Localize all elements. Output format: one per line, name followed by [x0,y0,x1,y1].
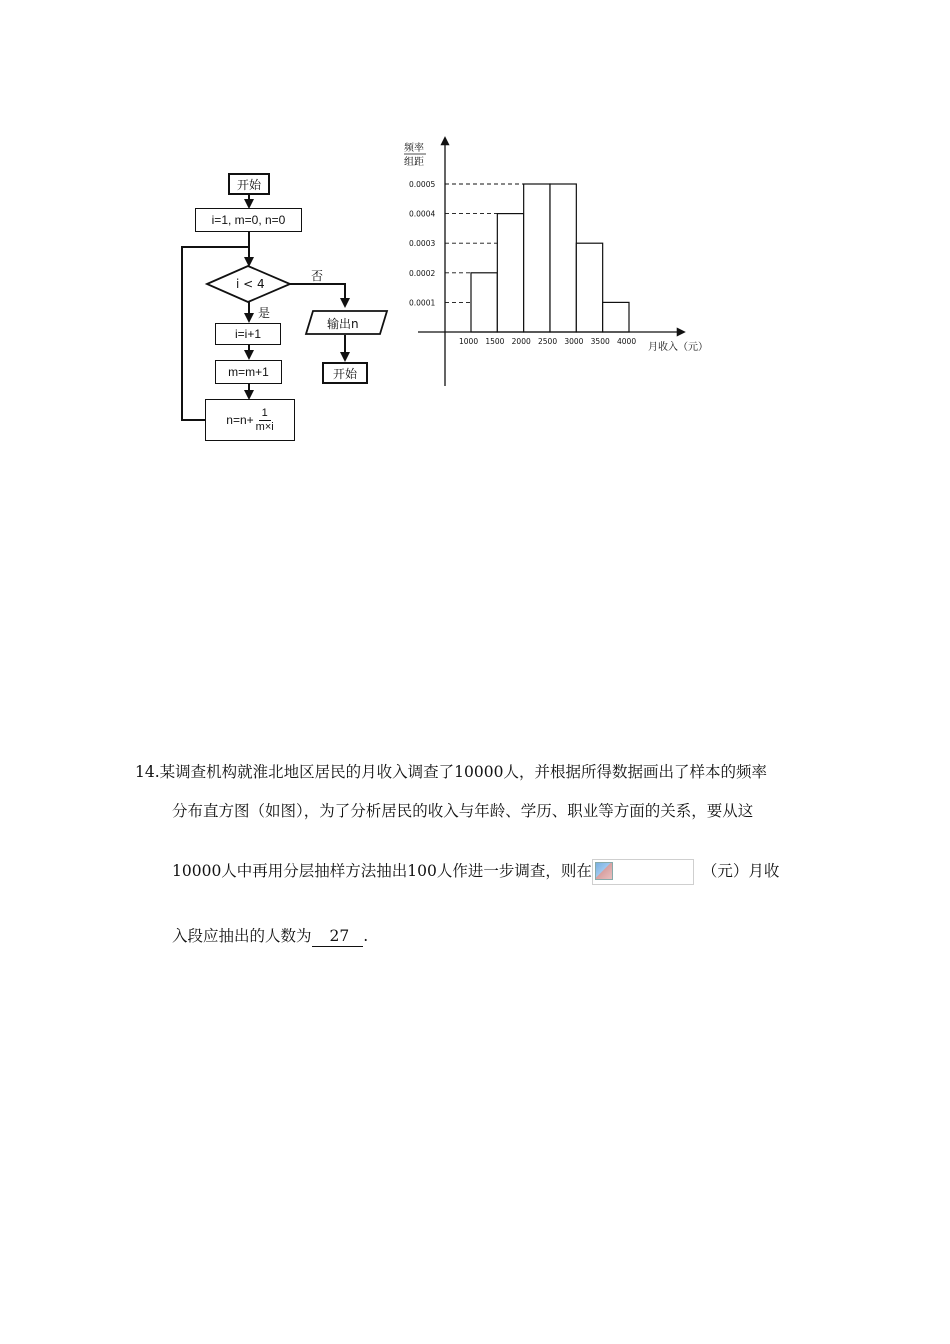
condition-label: i < 4 [236,277,265,291]
x-tick-5: 3000 [564,337,584,346]
answer-blank: 27 [312,926,364,947]
y-tick-5: 0.0005 [409,180,436,189]
question-line-4-before: 入段应抽出的人数为 [172,927,312,945]
no-label: 否 [311,269,324,283]
output-label: 输出n [327,317,359,331]
histogram-bar-6 [603,302,629,332]
x-tick-4: 2500 [538,337,558,346]
x-tick-7: 4000 [617,337,637,346]
x-axis-label: 月收入（元） [648,342,708,353]
histogram-bar-2 [497,214,523,332]
question-line-3 [172,859,779,885]
x-tick-6: 3500 [590,337,610,346]
step-i-label: i=i+1 [234,327,262,341]
x-tick-labels [459,337,636,346]
step-m-label: m=m+1 [228,365,269,379]
question-line-1-text: 某调查机构就淮北地区居民的月收入调查了10000人，并根据所得数据画出了样本的频率 [159,763,767,781]
x-tick-2: 1500 [485,337,505,346]
histogram-bar-4 [550,184,576,332]
end-label: 开始 [332,366,357,381]
init-label: i=1, m=0, n=0 [211,213,286,227]
question-line-1 [135,762,767,782]
step-n-prefix: n=n+ [226,413,254,427]
y-tick-labels [409,180,435,307]
bars [471,184,629,332]
y-tick-4: 0.0004 [409,209,436,219]
y-tick-1: 0.0001 [409,298,436,308]
question-line-4-after: . [363,927,369,945]
x-tick-3: 2000 [511,337,531,346]
fraction-numerator: 1 [259,407,271,421]
fraction-denominator: m×i [255,420,274,433]
start-label: 开始 [236,177,261,192]
question-line-3-before: 10000人中再用分层抽样方法抽出100人作进一步调查，则在 [172,862,592,880]
x-tick-1: 1000 [459,337,479,346]
y-tick-3: 0.0003 [409,239,436,249]
histogram-bar-1 [471,273,497,332]
question-line-3-after: （元）月收 [701,862,780,880]
y-tick-2: 0.0002 [409,268,436,278]
y-label-bottom: 组距 [404,157,424,168]
yes-label: 是 [258,306,271,320]
question-line-2: 分布直方图（如图），为了分析居民的收入与年龄、学历、职业等方面的关系，要从这 [172,802,754,820]
histogram-bar-5 [576,243,602,332]
broken-image-icon [595,862,613,880]
y-label-top: 频率 [404,143,424,154]
histogram-chart [0,0,950,460]
histogram-bar-3 [524,184,550,332]
question-line-4 [172,926,368,947]
broken-image-placeholder [592,859,694,885]
question-number: 14. [135,763,160,781]
